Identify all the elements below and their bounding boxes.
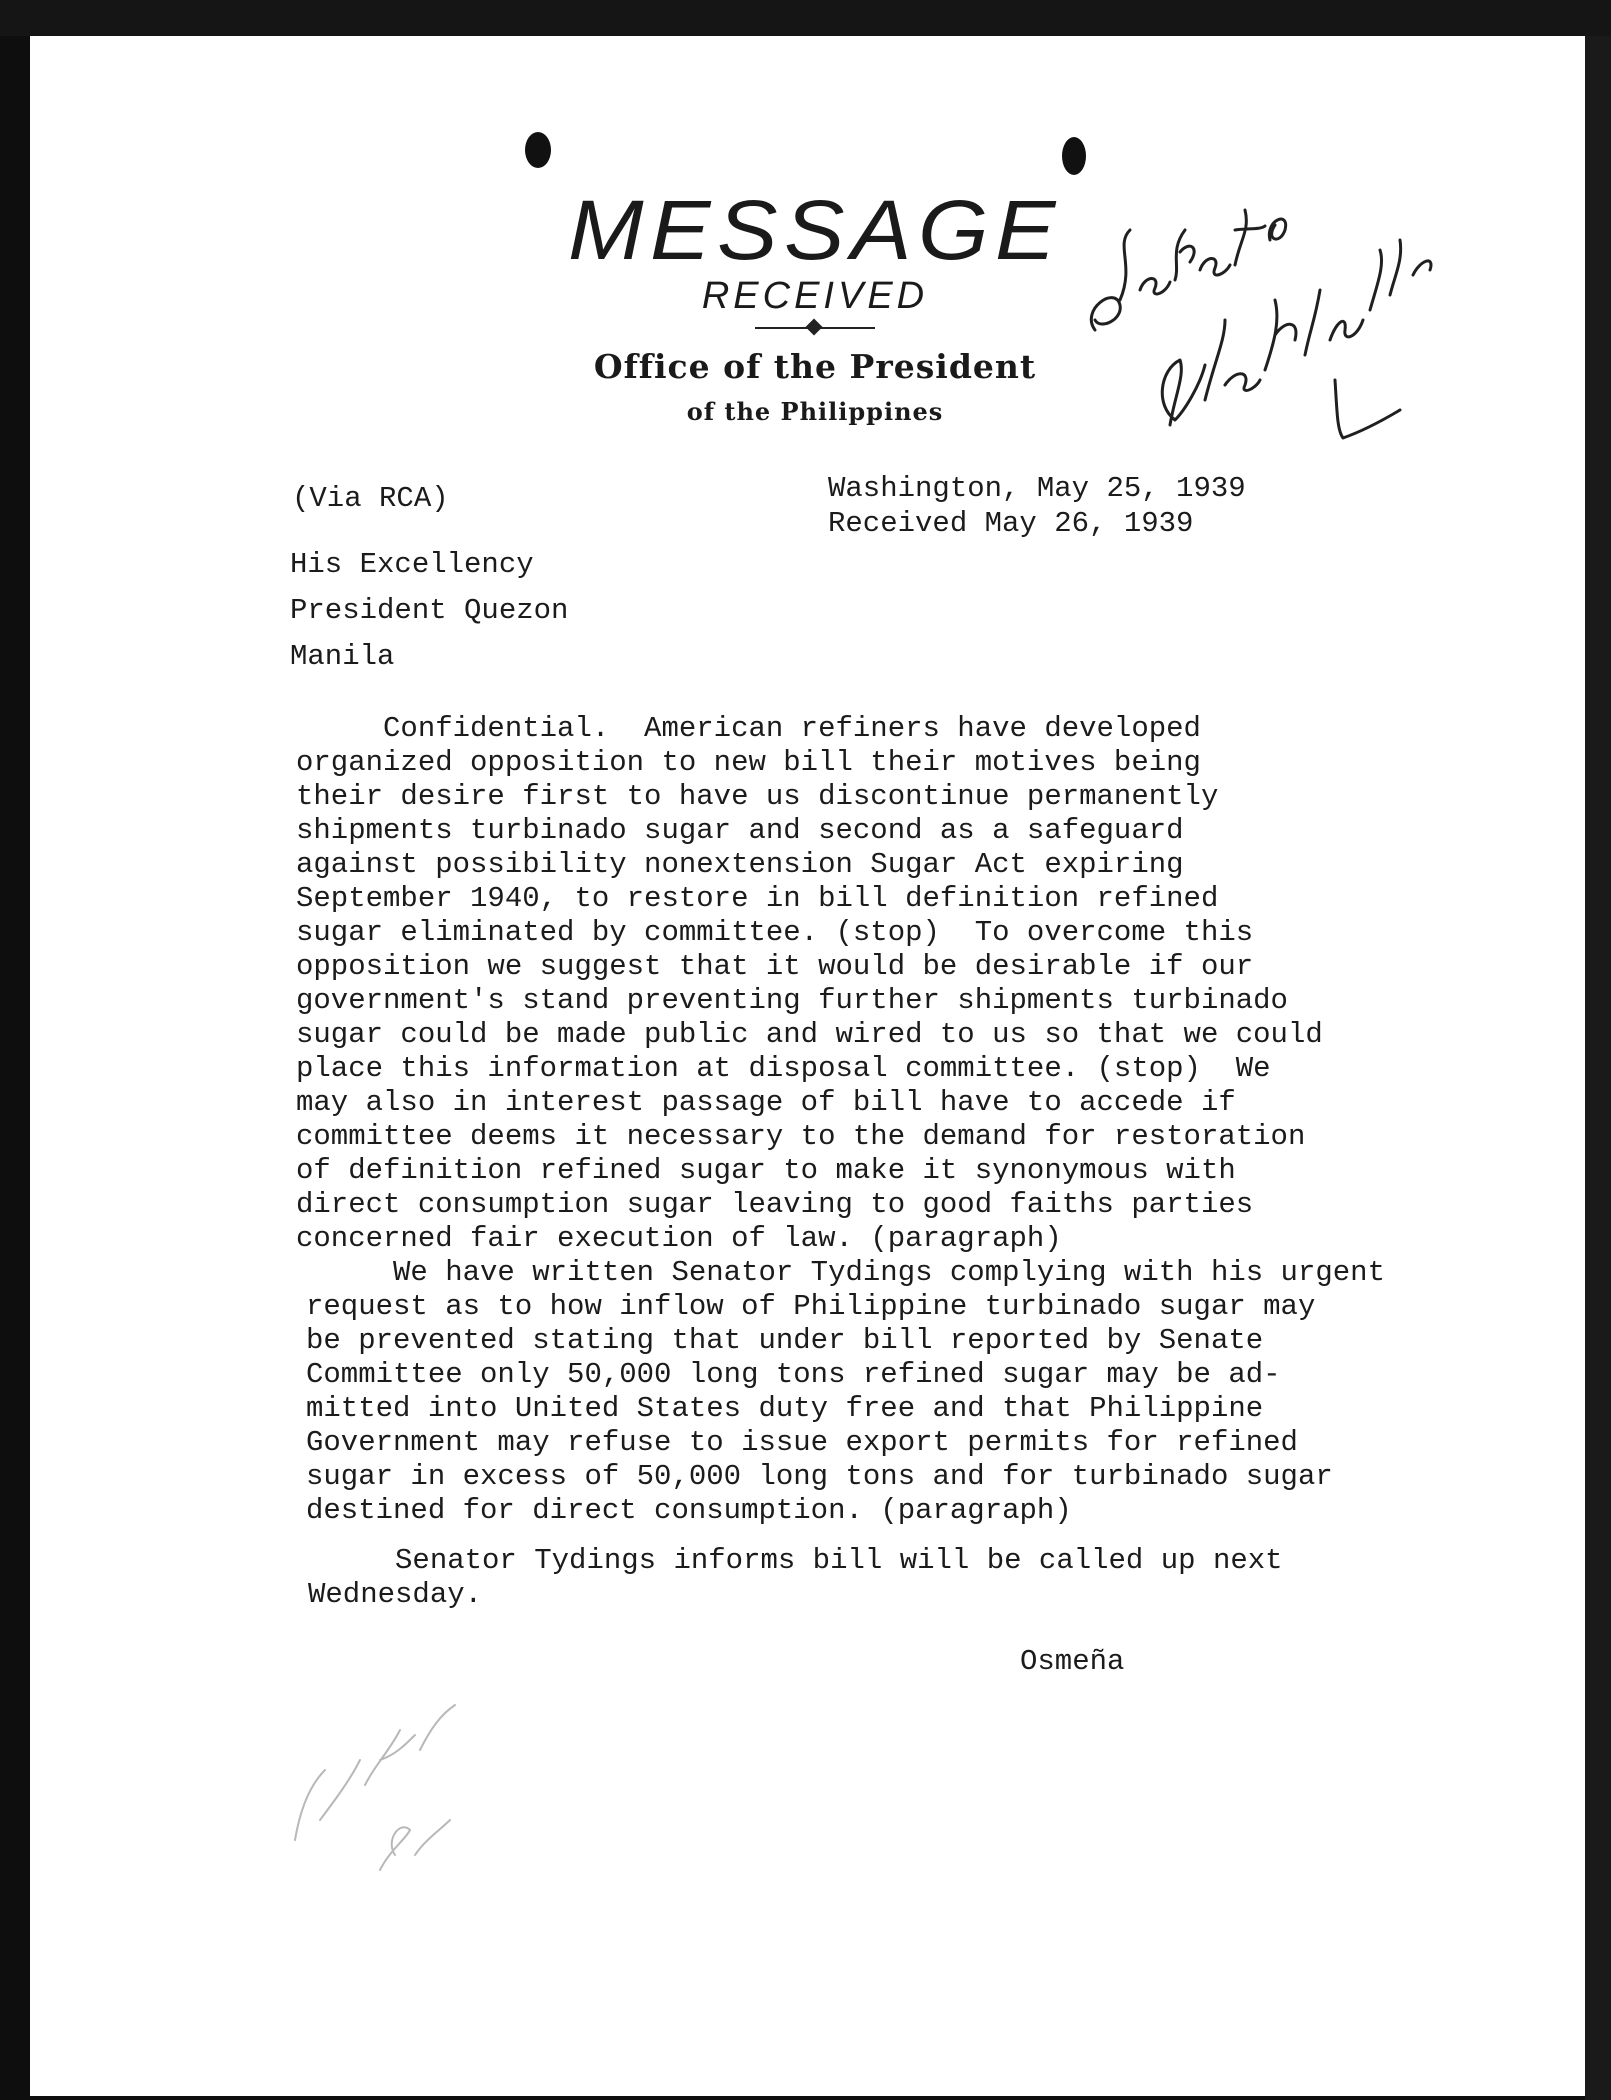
paragraph-line: of definition refined sugar to make it synonymous with bbox=[296, 1154, 1236, 1187]
paragraph-line: their desire first to have us discontinue permanently bbox=[296, 780, 1219, 813]
paragraph-line: concerned fair execution of law. (paragraph) bbox=[296, 1222, 1062, 1255]
paragraph-line: We have written Senator Tydings complying with his urgent bbox=[306, 1256, 1385, 1289]
paragraph-line: organized opposition to new bill their motives being bbox=[296, 746, 1201, 779]
paragraph-line: destined for direct consumption. (paragraph) bbox=[306, 1494, 1072, 1527]
paragraph-line: Government may refuse to issue export permits for refined bbox=[306, 1426, 1298, 1459]
paragraph-line: Confidential. American refiners have developed bbox=[296, 712, 1201, 745]
letterhead bbox=[540, 183, 1090, 426]
scan-border-right bbox=[1585, 36, 1611, 2100]
paragraph-line: government's stand preventing further shipments turbinado bbox=[296, 984, 1288, 1017]
dateline-sent: Washington, May 25, 1939 bbox=[828, 472, 1246, 505]
paragraph-line: may also in interest passage of bill have to accede if bbox=[296, 1086, 1236, 1119]
addressee-line-2: President Quezon bbox=[290, 594, 569, 627]
paragraph-confidential bbox=[296, 712, 1323, 1256]
via-line: (Via RCA) bbox=[292, 482, 449, 515]
pencil-notation-bottom-left bbox=[280, 1690, 500, 1890]
paragraph-line: opposition we suggest that it would be desirable if our bbox=[296, 950, 1254, 983]
paragraph-line: be prevented stating that under bill reported by Senate bbox=[306, 1324, 1264, 1357]
paragraph-line: September 1940, to restore in bill definition refined bbox=[296, 882, 1219, 915]
letterhead-country: of the Philippines bbox=[686, 397, 944, 426]
paragraph-line: Wednesday. bbox=[308, 1578, 483, 1611]
dateline-received: Received May 26, 1939 bbox=[828, 507, 1194, 540]
paragraph-line: sugar in excess of 50,000 long tons and for turbinado sugar bbox=[306, 1460, 1333, 1493]
paragraph-line: Senator Tydings informs bill will be called up next bbox=[308, 1544, 1283, 1577]
paragraph-line: request as to how inflow of Philippine turbinado sugar may bbox=[306, 1290, 1316, 1323]
letterhead-office: Office of the President bbox=[593, 347, 1037, 386]
signature: Osmeña bbox=[1020, 1645, 1125, 1678]
paragraph-tydings bbox=[306, 1256, 1385, 1528]
addressee-line-3: Manila bbox=[290, 640, 395, 673]
paragraph-line: against possibility nonextension Sugar Act expiring bbox=[296, 848, 1184, 881]
punch-hole-left bbox=[525, 132, 551, 168]
paragraph-line: committee deems it necessary to the demand for restoration bbox=[296, 1120, 1306, 1153]
paragraph-line: direct consumption sugar leaving to good faiths parties bbox=[296, 1188, 1254, 1221]
paragraph-line: shipments turbinado sugar and second as a safeguard bbox=[296, 814, 1184, 847]
scan-border-top bbox=[0, 0, 1611, 36]
paragraph-line: mitted into United States duty free and that Philippine bbox=[306, 1392, 1264, 1425]
paragraph-line: sugar eliminated by committee. (stop) To overcome this bbox=[296, 916, 1254, 949]
paragraph-line: sugar could be made public and wired to us so that we could bbox=[296, 1018, 1323, 1051]
paragraph-line: place this information at disposal committee. (stop) We bbox=[296, 1052, 1271, 1085]
paragraph-wednesday bbox=[308, 1544, 1283, 1612]
addressee-line-1: His Excellency bbox=[290, 548, 534, 581]
paragraph-line: Committee only 50,000 long tons refined sugar may be ad- bbox=[306, 1358, 1281, 1391]
letterhead-title: MESSAGE bbox=[567, 183, 1063, 277]
handwritten-annotation-top-right bbox=[1075, 170, 1475, 450]
letterhead-subtitle: RECEIVED bbox=[701, 275, 929, 317]
